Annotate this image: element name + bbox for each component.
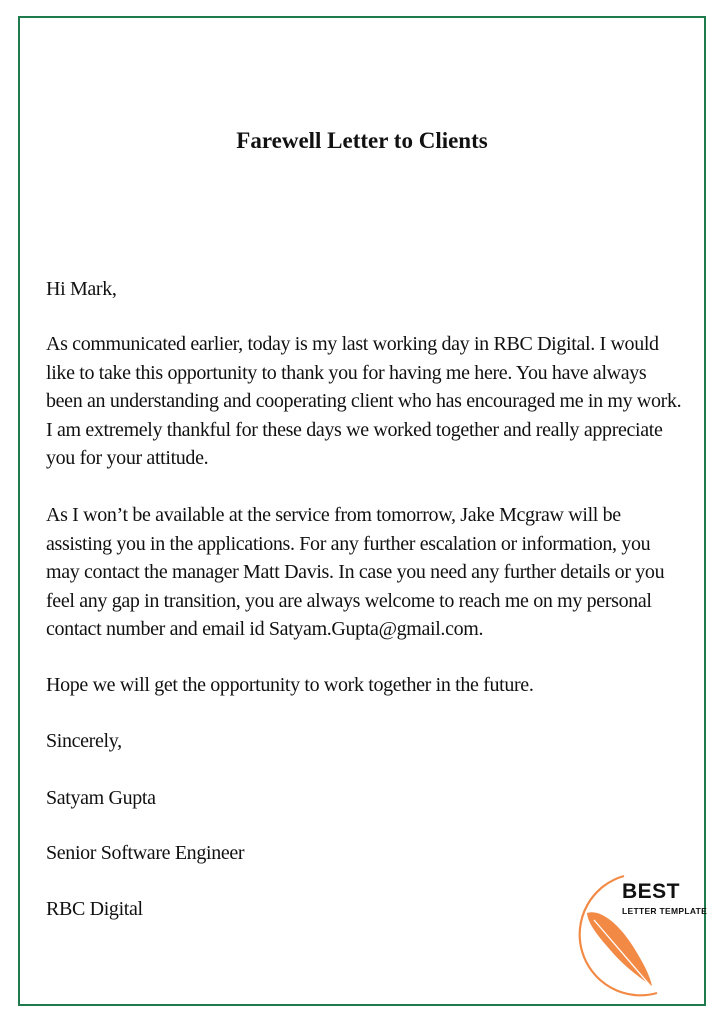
greeting: Hi Mark, xyxy=(46,278,117,300)
signature-position: Senior Software Engineer xyxy=(46,842,245,864)
signature-name: Satyam Gupta xyxy=(46,787,156,809)
logo-tagline: LETTER TEMPLATE xyxy=(622,906,708,916)
letter-title: Farewell Letter to Clients xyxy=(236,128,488,153)
paragraph-text: As communicated earlier, today is my last working day in RBC Digital. I would like to take this opportunity to thank you for having me here. You have always been an understanding and cooperating client who has encouraged me in my work. I am extremely thankful for these days we worked together and really appreciate you for your attitude. xyxy=(46,333,682,469)
paragraph-3: Hope we will get the opportunity to work together in the future. xyxy=(46,674,534,696)
paragraph-1 xyxy=(46,330,686,473)
logo-brand: BEST xyxy=(622,880,681,903)
closing: Sincerely, xyxy=(46,730,122,752)
paragraph-text: As I won’t be available at the service from tomorrow, Jake Mcgraw will be assisting you in the applications. For any further escalation or information, you may contact the manager Matt Davis. In case you need any further details or you feel any gap in transition, you are always welcome to reach me on my personal contact number and email id Satyam.Gupta@gmail.com. xyxy=(46,504,665,640)
signature-company: RBC Digital xyxy=(46,898,143,920)
paragraph-2 xyxy=(46,501,686,644)
